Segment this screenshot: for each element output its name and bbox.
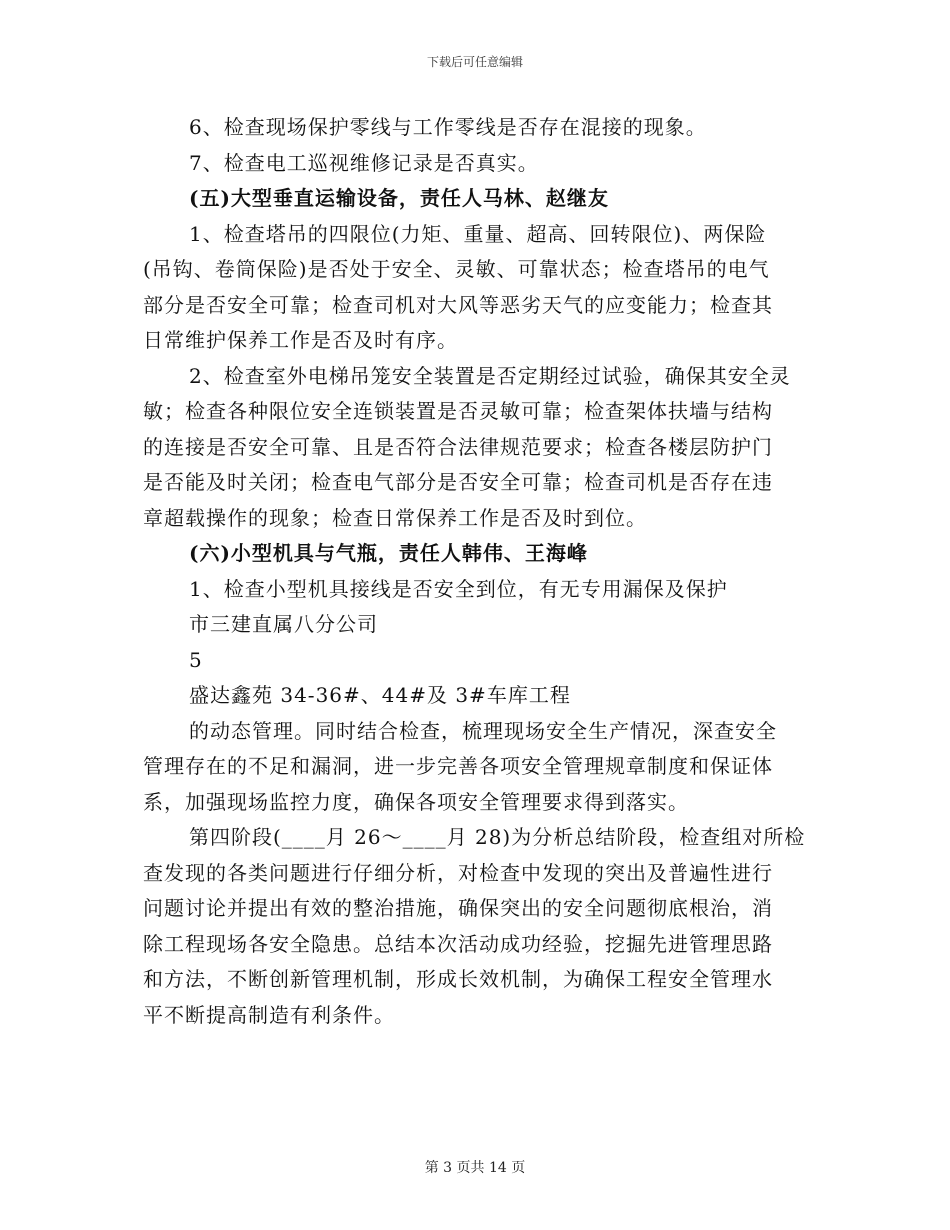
text-line: 的连接是否安全可靠、且是否符合法律规范要求；检查各楼层防护门 [143, 434, 773, 459]
text-line: 问题讨论并提出有效的整治措施，确保突出的安全问题彻底根治，消 [143, 896, 773, 920]
section-heading: (六)小型机具与气瓶，责任人韩伟、王海峰 [189, 541, 588, 565]
section-heading: (五)大型垂直运输设备，责任人马林、赵继友 [189, 186, 609, 210]
text-line: 7、检查电工巡视维修记录是否真实。 [189, 150, 539, 175]
text-line: 系，加强现场监控力度，确保各项安全管理要求得到落实。 [143, 789, 689, 814]
text-line: 查发现的各类问题进行仔细分析，对检查中发现的突出及普遍性进行 [143, 860, 773, 885]
page-footer: 第 3 页共 14 页 [424, 1160, 526, 1176]
text-line: 的动态管理。同时结合检查，梳理现场安全生产情况，深查安全 [189, 718, 777, 743]
text-line: 第四阶段(____月 26～____月 28)为分析总结阶段，检查组对所检 [189, 825, 806, 849]
text-line: 敏；检查各种限位安全连锁装置是否灵敏可靠；检查架体扶墙与结构 [143, 399, 773, 423]
document-body [143, 110, 808, 1033]
text-line: 是否能及时关闭；检查电气部分是否安全可靠；检查司机是否存在违 [143, 470, 773, 494]
text-line: 2、检查室外电梯吊笼安全装置是否定期经过试验，确保其安全灵 [189, 363, 791, 388]
inline-page-number: 5 [189, 647, 203, 672]
text-line: 管理存在的不足和漏洞，进一步完善各项安全管理规章制度和保证体 [143, 754, 773, 778]
text-line: 1、检查小型机具接线是否安全到位，有无专用漏保及保护 [189, 576, 728, 601]
text-line: 1、检查塔吊的四限位(力矩、重量、超高、回转限位)、两保险 [189, 221, 767, 246]
project-name: 盛达鑫苑 34-36#、44#及 3#车库工程 [189, 683, 571, 707]
text-line: (吊钩、卷筒保险)是否处于安全、灵敏、可靠状态；检查塔吊的电气 [143, 257, 770, 281]
text-line: 平不断提高制造有利条件。 [143, 1002, 395, 1027]
text-line: 6、检查现场保护零线与工作零线是否存在混接的现象。 [189, 115, 707, 139]
text-line: 除工程现场各安全隐患。总结本次活动成功经验，挖掘先进管理思路 [143, 931, 773, 956]
page-header: 下载后可任意编辑 [426, 55, 523, 69]
text-line: 部分是否安全可靠；检查司机对大风等恶劣天气的应变能力；检查其 [143, 292, 773, 317]
text-line: 和方法，不断创新管理机制，形成长效机制，为确保工程安全管理水 [143, 967, 773, 991]
text-line: 日常维护保养工作是否及时有序。 [143, 328, 458, 352]
text-line: 章超载操作的现象；检查日常保养工作是否及时到位。 [143, 505, 647, 530]
company-name: 市三建直属八分公司 [189, 612, 378, 636]
